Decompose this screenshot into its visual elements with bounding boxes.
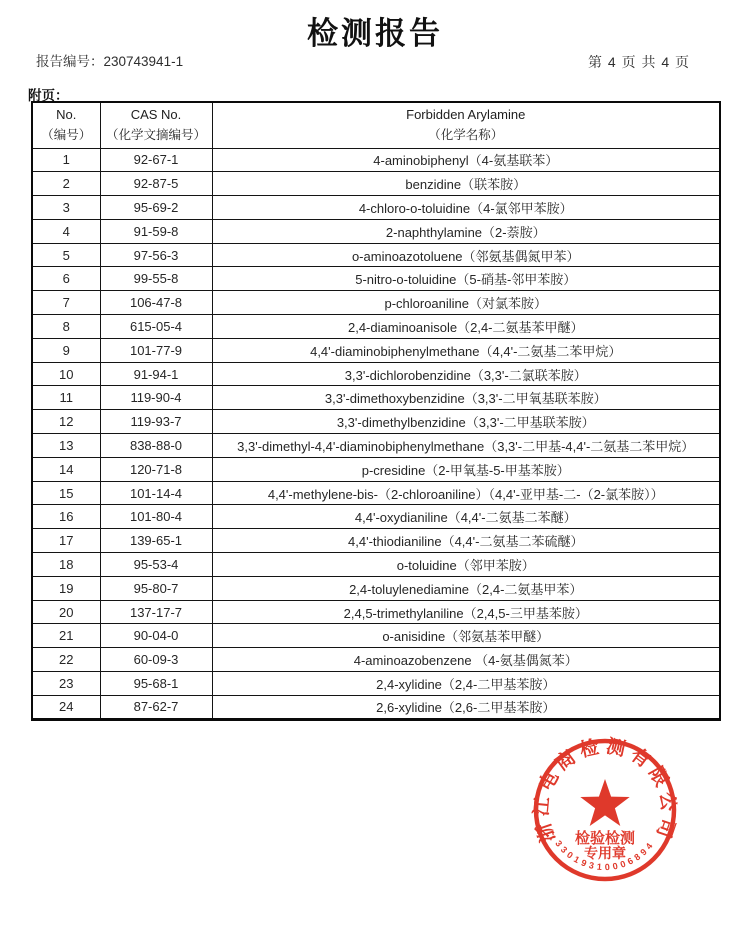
table-row <box>32 600 720 624</box>
page-indicator: 第 4 页 共 4 页 <box>588 54 691 70</box>
cell-chemical-name: 4-chloro-o-toluidine（4-氯邻甲苯胺） <box>212 196 720 220</box>
table-row <box>32 338 720 362</box>
cell-chemical-name: 4-aminobiphenyl（4-氨基联苯） <box>212 148 720 172</box>
cell-no: 11 <box>32 386 100 410</box>
cell-no: 23 <box>32 672 100 696</box>
cell-no: 5 <box>32 243 100 267</box>
table-header <box>32 102 720 148</box>
seal-line1: 检验检测 <box>574 830 636 847</box>
cell-no: 9 <box>32 338 100 362</box>
table-row <box>32 434 720 458</box>
table-row <box>32 267 720 291</box>
table-row <box>32 457 720 481</box>
cell-cas: 838-88-0 <box>100 434 212 458</box>
cell-no: 18 <box>32 553 100 577</box>
column-header-name <box>212 102 720 148</box>
cell-cas: 87-62-7 <box>100 695 212 719</box>
cell-chemical-name: 2,4-diaminoanisole（2,4-二氨基苯甲醚） <box>212 315 720 339</box>
cell-cas: 139-65-1 <box>100 529 212 553</box>
cell-no: 24 <box>32 695 100 719</box>
cell-chemical-name: o-aminoazotoluene（邻氨基偶氮甲苯） <box>212 243 720 267</box>
report-number-label: 报告编号： <box>36 54 104 69</box>
cell-chemical-name: p-chloroaniline（对氯苯胺） <box>212 291 720 315</box>
cell-no: 12 <box>32 410 100 434</box>
table-row <box>32 243 720 267</box>
table-row <box>32 672 720 696</box>
table-row <box>32 386 720 410</box>
cell-no: 2 <box>32 172 100 196</box>
cell-chemical-name: 3,3'-dimethyl-4,4'-diaminobiphenylmethane（3,3'-二甲基-4,4'-二氨基二苯甲烷） <box>212 434 720 458</box>
cell-cas: 90-04-0 <box>100 624 212 648</box>
cell-cas: 91-59-8 <box>100 219 212 243</box>
cell-chemical-name: 2,4-toluylenediamine（2,4-二氨基甲苯） <box>212 576 720 600</box>
report-number <box>36 50 183 70</box>
cell-cas: 119-93-7 <box>100 410 212 434</box>
cell-chemical-name: p-cresidine（2-甲氧基-5-甲基苯胺） <box>212 457 720 481</box>
cell-cas: 92-67-1 <box>100 148 212 172</box>
cell-chemical-name: 4,4'-diaminobiphenylmethane（4,4'-二氨基二苯甲烷） <box>212 338 720 362</box>
table-row <box>32 291 720 315</box>
cell-cas: 101-80-4 <box>100 505 212 529</box>
cell-chemical-name: 3,3'-dichlorobenzidine（3,3'-二氯联苯胺） <box>212 362 720 386</box>
star-icon <box>580 779 629 826</box>
seal-company-name: 浙江电商检测有限公司 <box>531 736 679 845</box>
table-row <box>32 315 720 339</box>
cell-chemical-name: benzidine（联苯胺） <box>212 172 720 196</box>
cell-cas: 120-71-8 <box>100 457 212 481</box>
cell-chemical-name: 4,4'-thiodianiline（4,4'-二氨基二苯硫醚） <box>212 529 720 553</box>
cell-chemical-name: 2-naphthylamine（2-萘胺） <box>212 219 720 243</box>
column-header-cas-cn: （化学文摘编号） <box>105 127 206 142</box>
table-row <box>32 576 720 600</box>
cell-cas: 95-53-4 <box>100 553 212 577</box>
cell-no: 17 <box>32 529 100 553</box>
cell-cas: 95-69-2 <box>100 196 212 220</box>
table-header-row <box>32 102 720 148</box>
cell-no: 21 <box>32 624 100 648</box>
seal-number: 33019310006894 <box>553 838 657 873</box>
column-header-name-cn: （化学名称） <box>428 127 504 142</box>
appendix-label: 附页： <box>28 88 69 103</box>
cell-cas: 101-77-9 <box>100 338 212 362</box>
forbidden-arylamine-table <box>31 101 721 721</box>
table-row <box>32 529 720 553</box>
cell-no: 4 <box>32 219 100 243</box>
seal-graphic <box>530 735 680 885</box>
cell-no: 1 <box>32 148 100 172</box>
cell-cas: 106-47-8 <box>100 291 212 315</box>
cell-cas: 95-68-1 <box>100 672 212 696</box>
page-title: 检测报告 <box>307 16 443 51</box>
report-number-value: 230743941-1 <box>103 54 184 69</box>
table-row <box>32 219 720 243</box>
company-seal <box>530 735 680 885</box>
cell-chemical-name: 3,3'-dimethylbenzidine（3,3'-二甲基联苯胺） <box>212 410 720 434</box>
cell-no: 16 <box>32 505 100 529</box>
table-row <box>32 196 720 220</box>
cell-chemical-name: 4,4'-methylene-bis-（2-chloroaniline）（4,4'-亚甲基-二-（2-氯苯胺）） <box>212 481 720 505</box>
cell-chemical-name: o-anisidine（邻氨基苯甲醚） <box>212 624 720 648</box>
table-row <box>32 148 720 172</box>
table-row <box>32 410 720 434</box>
cell-no: 8 <box>32 315 100 339</box>
cell-no: 15 <box>32 481 100 505</box>
table-row <box>32 624 720 648</box>
cell-cas: 92-87-5 <box>100 172 212 196</box>
cell-no: 20 <box>32 600 100 624</box>
cell-no: 6 <box>32 267 100 291</box>
cell-chemical-name: 5-nitro-o-toluidine（5-硝基-邻甲苯胺） <box>212 267 720 291</box>
cell-no: 10 <box>32 362 100 386</box>
column-header-cas-en: CAS No. <box>130 107 182 123</box>
table-row <box>32 695 720 719</box>
cell-cas: 101-14-4 <box>100 481 212 505</box>
cell-no: 7 <box>32 291 100 315</box>
table-row <box>32 172 720 196</box>
cell-cas: 95-80-7 <box>100 576 212 600</box>
cell-chemical-name: 2,6-xylidine（2,6-二甲基苯胺） <box>212 695 720 719</box>
seal-line2: 专用章 <box>584 845 626 861</box>
column-header-name-en: Forbidden Arylamine <box>406 107 526 123</box>
cell-cas: 99-55-8 <box>100 267 212 291</box>
table-row <box>32 481 720 505</box>
cell-chemical-name: 3,3'-dimethoxybenzidine（3,3'-二甲氧基联苯胺） <box>212 386 720 410</box>
cell-no: 3 <box>32 196 100 220</box>
cell-cas: 137-17-7 <box>100 600 212 624</box>
cell-chemical-name: 4,4'-oxydianiline（4,4'-二氨基二苯醚） <box>212 505 720 529</box>
cell-no: 22 <box>32 648 100 672</box>
cell-no: 19 <box>32 576 100 600</box>
cell-cas: 91-94-1 <box>100 362 212 386</box>
column-header-no-cn: （编号） <box>41 127 92 142</box>
cell-chemical-name: o-toluidine（邻甲苯胺） <box>212 553 720 577</box>
table-row <box>32 362 720 386</box>
cell-cas: 60-09-3 <box>100 648 212 672</box>
table-row <box>32 505 720 529</box>
cell-chemical-name: 2,4-xylidine（2,4-二甲基苯胺） <box>212 672 720 696</box>
column-header-cas <box>100 102 212 148</box>
cell-cas: 97-56-3 <box>100 243 212 267</box>
column-header-no <box>32 102 100 148</box>
table-row <box>32 553 720 577</box>
cell-chemical-name: 2,4,5-trimethylaniline（2,4,5-三甲基苯胺） <box>212 600 720 624</box>
table-row <box>32 648 720 672</box>
column-header-no-en: No. <box>56 107 77 123</box>
cell-cas: 119-90-4 <box>100 386 212 410</box>
cell-cas: 615-05-4 <box>100 315 212 339</box>
cell-chemical-name: 4-aminoazobenzene （4-氨基偶氮苯） <box>212 648 720 672</box>
table-body <box>32 148 720 719</box>
cell-no: 14 <box>32 457 100 481</box>
cell-no: 13 <box>32 434 100 458</box>
